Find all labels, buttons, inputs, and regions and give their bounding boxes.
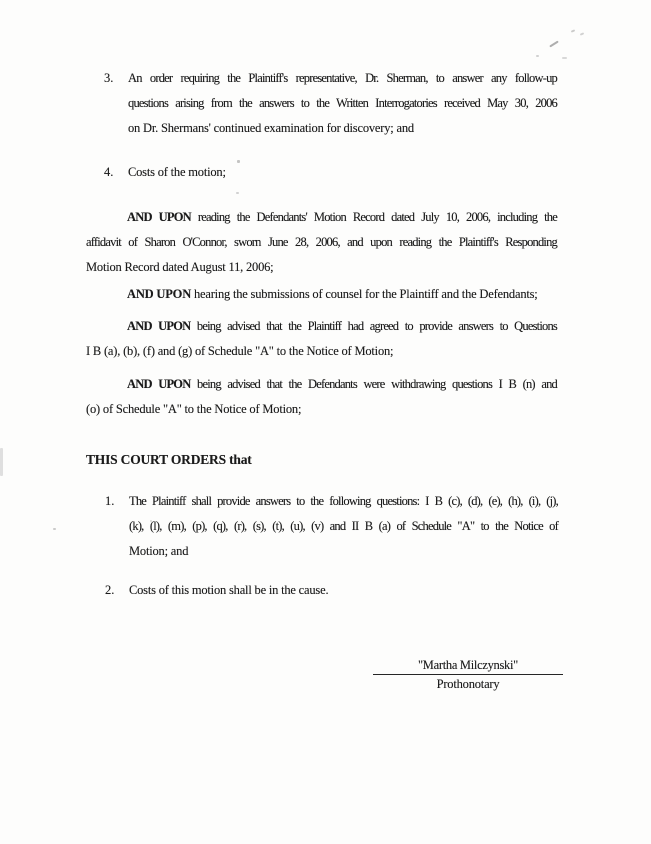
signature-title: Prothonotary bbox=[436, 677, 500, 691]
recital-reading-motion-record bbox=[86, 205, 557, 280]
heading-bold: THIS COURT ORDERS bbox=[86, 452, 226, 467]
text-run: being advised that the Plaintiff had agreed to provide answers to Questions bbox=[190, 319, 557, 333]
text-line bbox=[127, 314, 557, 339]
item-number: 2. bbox=[105, 583, 115, 597]
and-upon-bold: AND UPON bbox=[127, 287, 192, 301]
recital-plaintiff-agreed bbox=[86, 314, 557, 364]
item-number: 3. bbox=[104, 71, 114, 85]
recital-defendants-withdrawing bbox=[86, 372, 557, 422]
signature-name: "Martha Milczynski" bbox=[418, 658, 518, 672]
text-line bbox=[127, 372, 557, 397]
item-number: 4. bbox=[104, 165, 114, 179]
and-upon-bold: AND UPON bbox=[127, 210, 191, 224]
scan-speck bbox=[562, 57, 567, 59]
text-line: Costs of this motion shall be in the cause. bbox=[129, 583, 329, 597]
scan-speck bbox=[53, 528, 56, 530]
text-run: hearing the submissions of counsel for the Plaintiff and the Defendants; bbox=[191, 287, 538, 301]
text-line bbox=[127, 282, 557, 307]
text-line: (o) of Schedule "A" to the Notice of Motion; bbox=[86, 402, 302, 416]
text-line: on Dr. Shermans' continued examination for discovery; and bbox=[128, 121, 414, 135]
and-upon-bold: AND UPON bbox=[127, 377, 191, 391]
text-line: I B (a), (b), (f) and (g) of Schedule "A" to the Notice of Motion; bbox=[86, 344, 394, 358]
court-orders-heading bbox=[86, 447, 252, 472]
text-run: being advised that the Defendants were withdrawing questions I B (n) and bbox=[190, 377, 557, 391]
signature-block bbox=[373, 656, 563, 693]
scan-edge-streak bbox=[0, 448, 3, 476]
and-upon-bold: AND UPON bbox=[127, 319, 191, 333]
scan-speck bbox=[571, 29, 575, 32]
text-line: questions arising from the answers to the Written Interrogatories received May 30, 2006 bbox=[128, 96, 557, 110]
order-item-1 bbox=[105, 489, 558, 564]
relief-item-3 bbox=[104, 66, 557, 141]
text-line: Motion Record dated August 11, 2006; bbox=[86, 260, 274, 274]
recital-hearing-submissions bbox=[86, 282, 557, 307]
item-number: 1. bbox=[105, 494, 115, 508]
text-line bbox=[127, 205, 557, 230]
scan-speck bbox=[536, 55, 539, 57]
text-line: Motion; and bbox=[129, 544, 189, 558]
text-run: reading the Defendants' Motion Record dated July 10, 2006, including the bbox=[190, 210, 557, 224]
order-item-2 bbox=[105, 578, 558, 603]
text-line: An order requiring the Plaintiff's representative, Dr. Sherman, to answer any follow-up bbox=[128, 71, 557, 85]
relief-item-4 bbox=[104, 160, 557, 185]
text-line: The Plaintiff shall provide answers to the following questions: I B (c), (d), (e), (h), (i), (j), bbox=[129, 494, 558, 508]
scan-speck bbox=[580, 32, 584, 35]
text-line: Costs of the motion; bbox=[128, 165, 226, 179]
scan-speck bbox=[236, 192, 239, 194]
scan-speck bbox=[549, 41, 559, 48]
text-line: affidavit of Sharon O'Connor, sworn June 28, 2006, and upon reading the Plaintiff's Responding bbox=[86, 235, 557, 249]
text-line: (k), (l), (m), (p), (q), (r), (s), (t), (u), (v) and II B (a) of Schedule "A" to the Notice of bbox=[129, 519, 558, 533]
heading-rest: that bbox=[225, 452, 252, 467]
